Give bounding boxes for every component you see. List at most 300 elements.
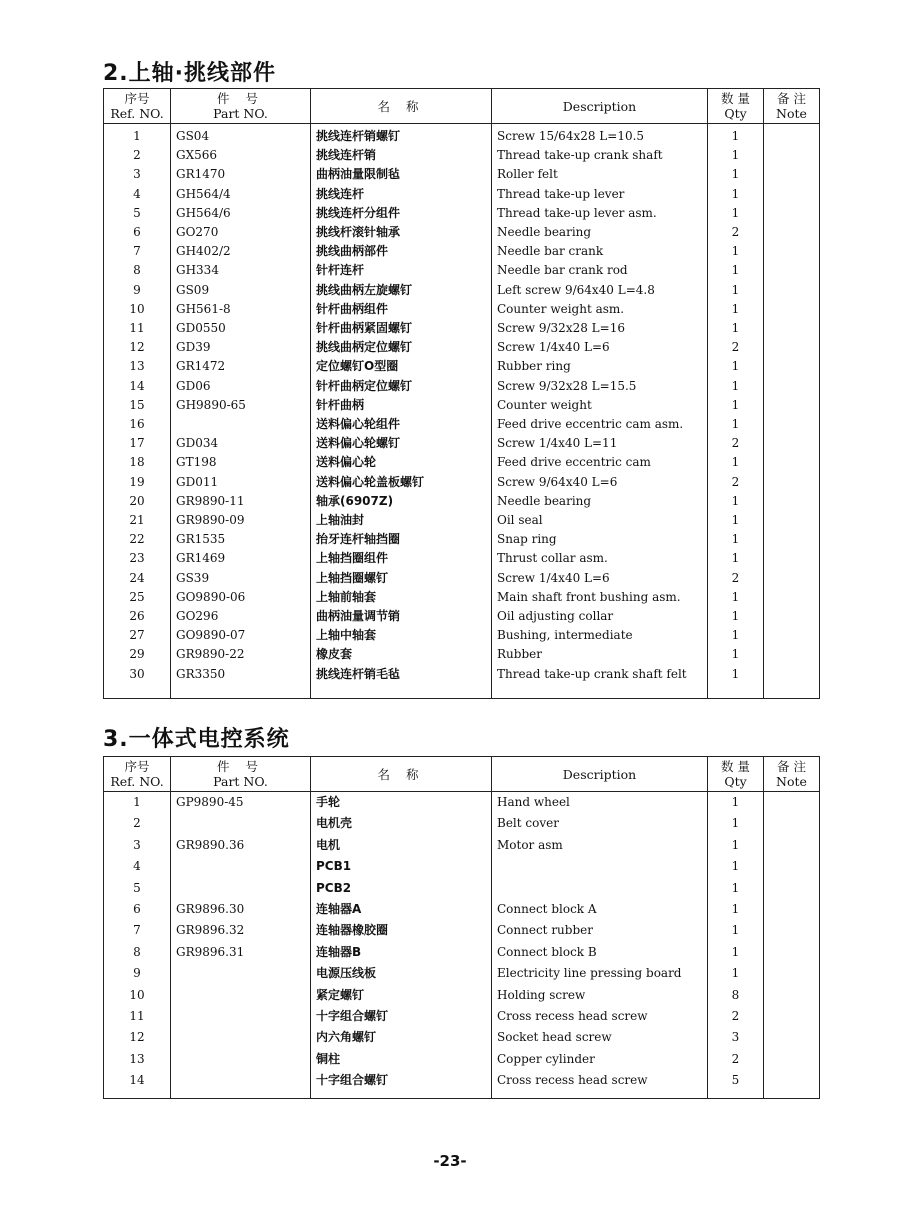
table-row [104, 1027, 820, 1048]
cell-name: 挑线连杆分组件 [311, 204, 492, 223]
cell-qty: 1 [708, 146, 764, 165]
cell-name: 针杆曲柄 [311, 396, 492, 415]
cell-name: 挑线曲柄部件 [311, 242, 492, 261]
table-row [104, 396, 820, 415]
table-row [104, 942, 820, 963]
cell-qty: 1 [708, 607, 764, 626]
cell-note [764, 473, 820, 492]
cell-part [171, 985, 311, 1006]
table-header-row [104, 89, 820, 124]
table-row [104, 856, 820, 877]
cell-note [764, 963, 820, 984]
filler-cell [311, 684, 492, 699]
cell-ref: 1 [104, 124, 171, 147]
table-row [104, 569, 820, 588]
cell-name: 橡皮套 [311, 645, 492, 664]
cell-note [764, 261, 820, 280]
cell-ref: 23 [104, 549, 171, 568]
cell-note [764, 645, 820, 664]
cell-name: 送料偏心轮盖板螺钉 [311, 473, 492, 492]
cell-note [764, 415, 820, 434]
cell-desc: Thread take-up crank shaft felt [492, 665, 708, 684]
table-row [104, 985, 820, 1006]
cell-name: 送料偏心轮组件 [311, 415, 492, 434]
cell-desc: Left screw 9/64x40 L=4.8 [492, 281, 708, 300]
cell-qty: 1 [708, 920, 764, 941]
table-row [104, 1006, 820, 1027]
table-row [104, 492, 820, 511]
cell-part: GH564/6 [171, 204, 311, 223]
cell-note [764, 665, 820, 684]
cell-part: GS04 [171, 124, 311, 147]
cell-part: GD39 [171, 338, 311, 357]
cell-note [764, 453, 820, 472]
cell-part: GR9896.31 [171, 942, 311, 963]
cell-qty: 2 [708, 338, 764, 357]
table-row [104, 607, 820, 626]
section-title-electric-control: 3.一体式电控系统 [103, 727, 290, 752]
cell-name: 连轴器橡胶圈 [311, 920, 492, 941]
cell-part: GH561-8 [171, 300, 311, 319]
cell-ref: 2 [104, 813, 171, 834]
cell-qty: 2 [708, 473, 764, 492]
cell-part: GR9890-09 [171, 511, 311, 530]
cell-note [764, 357, 820, 376]
table-row [104, 1070, 820, 1091]
cell-name: 电机壳 [311, 813, 492, 834]
cell-part: GD011 [171, 473, 311, 492]
header-note: 备 注 Note [764, 757, 820, 792]
filler-cell [311, 1092, 492, 1099]
cell-qty: 1 [708, 204, 764, 223]
cell-part: GO270 [171, 223, 311, 242]
table-row [104, 281, 820, 300]
cell-ref: 4 [104, 856, 171, 877]
cell-ref: 7 [104, 920, 171, 941]
cell-qty: 1 [708, 357, 764, 376]
cell-part: GR9896.32 [171, 920, 311, 941]
cell-desc: Connect block A [492, 899, 708, 920]
cell-name: 紧定螺钉 [311, 985, 492, 1006]
table-row [104, 204, 820, 223]
cell-note [764, 985, 820, 1006]
cell-desc: Main shaft front bushing asm. [492, 588, 708, 607]
cell-ref: 8 [104, 261, 171, 280]
cell-ref: 17 [104, 434, 171, 453]
cell-part: GR3350 [171, 665, 311, 684]
cell-name: 上轴中轴套 [311, 626, 492, 645]
table-row [104, 813, 820, 834]
cell-part: GR9890.36 [171, 835, 311, 856]
cell-ref: 10 [104, 985, 171, 1006]
table-row [104, 338, 820, 357]
cell-qty: 1 [708, 396, 764, 415]
cell-part: GO9890-07 [171, 626, 311, 645]
cell-note [764, 223, 820, 242]
cell-ref: 6 [104, 899, 171, 920]
cell-desc: Counter weight [492, 396, 708, 415]
filler-cell [104, 1092, 171, 1099]
cell-name: 十字组合螺钉 [311, 1006, 492, 1027]
table-row [104, 878, 820, 899]
cell-ref: 9 [104, 963, 171, 984]
cell-part: GR1535 [171, 530, 311, 549]
cell-part: GD0550 [171, 319, 311, 338]
filler-cell [708, 684, 764, 699]
header-name: 名 称 [311, 757, 492, 792]
cell-desc: Needle bearing [492, 492, 708, 511]
parts-table-upper-shaft [103, 88, 820, 699]
cell-desc: Screw 1/4x40 L=6 [492, 569, 708, 588]
cell-qty: 1 [708, 813, 764, 834]
table-filler-row [104, 1092, 820, 1099]
table-row [104, 261, 820, 280]
header-note: 备 注 Note [764, 89, 820, 124]
header-ref: 序号 Ref. NO. [104, 757, 171, 792]
cell-note [764, 1070, 820, 1091]
cell-qty: 1 [708, 588, 764, 607]
cell-part: GO9890-06 [171, 588, 311, 607]
cell-ref: 5 [104, 878, 171, 899]
cell-qty: 1 [708, 300, 764, 319]
filler-cell [492, 1092, 708, 1099]
cell-desc: Bushing, intermediate [492, 626, 708, 645]
cell-ref: 25 [104, 588, 171, 607]
cell-ref: 9 [104, 281, 171, 300]
cell-name: 挑线杆滚针轴承 [311, 223, 492, 242]
cell-name: PCB1 [311, 856, 492, 877]
cell-desc: Screw 1/4x40 L=11 [492, 434, 708, 453]
cell-name: 曲柄油量调节销 [311, 607, 492, 626]
cell-ref: 11 [104, 319, 171, 338]
cell-qty: 1 [708, 511, 764, 530]
cell-qty: 1 [708, 899, 764, 920]
cell-ref: 16 [104, 415, 171, 434]
cell-desc: Connect rubber [492, 920, 708, 941]
cell-note [764, 588, 820, 607]
cell-qty: 2 [708, 223, 764, 242]
cell-part: GR9896.30 [171, 899, 311, 920]
cell-qty: 1 [708, 530, 764, 549]
filler-cell [171, 1092, 311, 1099]
cell-desc: Rubber ring [492, 357, 708, 376]
cell-desc: Needle bar crank rod [492, 261, 708, 280]
cell-desc: Roller felt [492, 165, 708, 184]
parts-table-body [104, 124, 820, 699]
cell-ref: 4 [104, 185, 171, 204]
cell-part: GD06 [171, 377, 311, 396]
cell-note [764, 878, 820, 899]
cell-ref: 26 [104, 607, 171, 626]
cell-name: 抬牙连杆轴挡圈 [311, 530, 492, 549]
section-title-upper-shaft: 2.上轴·挑线部件 [103, 61, 277, 86]
cell-part: GH402/2 [171, 242, 311, 261]
header-description: Description [492, 89, 708, 124]
header-name: 名 称 [311, 89, 492, 124]
cell-name: 轴承(6907Z) [311, 492, 492, 511]
cell-name: 电机 [311, 835, 492, 856]
cell-part [171, 1070, 311, 1091]
cell-ref: 5 [104, 204, 171, 223]
cell-name: 挑线连杆销毛毡 [311, 665, 492, 684]
cell-note [764, 300, 820, 319]
cell-name: 挑线连杆销 [311, 146, 492, 165]
cell-desc: Screw 1/4x40 L=6 [492, 338, 708, 357]
cell-desc: Cross recess head screw [492, 1006, 708, 1027]
cell-desc: Connect block B [492, 942, 708, 963]
cell-note [764, 185, 820, 204]
cell-desc: Socket head screw [492, 1027, 708, 1048]
cell-note [764, 281, 820, 300]
table-row [104, 319, 820, 338]
cell-desc: Oil seal [492, 511, 708, 530]
cell-part: GH334 [171, 261, 311, 280]
cell-ref: 27 [104, 626, 171, 645]
cell-qty: 1 [708, 319, 764, 338]
cell-desc: Belt cover [492, 813, 708, 834]
table-row [104, 124, 820, 147]
cell-name: 针杆曲柄定位螺钉 [311, 377, 492, 396]
filler-cell [492, 684, 708, 699]
table-row [104, 1049, 820, 1070]
parts-table-electric-control [103, 756, 820, 1099]
cell-note [764, 1027, 820, 1048]
table-filler-row [104, 684, 820, 699]
cell-note [764, 626, 820, 645]
cell-ref: 10 [104, 300, 171, 319]
table-row [104, 473, 820, 492]
cell-qty: 2 [708, 1049, 764, 1070]
cell-note [764, 813, 820, 834]
cell-name: 针杆连杆 [311, 261, 492, 280]
cell-part [171, 878, 311, 899]
header-part: 件 号 Part NO. [171, 89, 311, 124]
cell-name: 挑线曲柄左旋螺钉 [311, 281, 492, 300]
cell-ref: 14 [104, 1070, 171, 1091]
filler-cell [764, 1092, 820, 1099]
cell-desc: Screw 9/32x28 L=15.5 [492, 377, 708, 396]
cell-qty: 1 [708, 942, 764, 963]
cell-ref: 12 [104, 1027, 171, 1048]
cell-part [171, 1027, 311, 1048]
cell-desc: Screw 15/64x28 L=10.5 [492, 124, 708, 147]
cell-name: 挑线连杆销螺钉 [311, 124, 492, 147]
cell-part: GP9890-45 [171, 792, 311, 814]
cell-name: 上轴挡圈组件 [311, 549, 492, 568]
cell-part [171, 813, 311, 834]
cell-note [764, 792, 820, 814]
cell-note [764, 511, 820, 530]
cell-desc: Cross recess head screw [492, 1070, 708, 1091]
cell-qty: 2 [708, 434, 764, 453]
cell-part [171, 1006, 311, 1027]
cell-desc: Needle bar crank [492, 242, 708, 261]
cell-ref: 14 [104, 377, 171, 396]
parts-table-body [104, 792, 820, 1099]
cell-part: GR9890-22 [171, 645, 311, 664]
cell-qty: 2 [708, 1006, 764, 1027]
cell-desc: Thread take-up lever asm. [492, 204, 708, 223]
cell-part: GH564/4 [171, 185, 311, 204]
cell-desc: Screw 9/32x28 L=16 [492, 319, 708, 338]
cell-ref: 6 [104, 223, 171, 242]
cell-qty: 1 [708, 665, 764, 684]
cell-qty: 1 [708, 377, 764, 396]
header-description: Description [492, 757, 708, 792]
cell-name: 挑线曲柄定位螺钉 [311, 338, 492, 357]
cell-note [764, 242, 820, 261]
table-row [104, 300, 820, 319]
cell-note [764, 569, 820, 588]
cell-desc: Thrust collar asm. [492, 549, 708, 568]
cell-ref: 18 [104, 453, 171, 472]
cell-desc: Copper cylinder [492, 1049, 708, 1070]
cell-ref: 22 [104, 530, 171, 549]
table-row [104, 185, 820, 204]
cell-part [171, 1049, 311, 1070]
cell-ref: 12 [104, 338, 171, 357]
cell-qty: 3 [708, 1027, 764, 1048]
table-row [104, 530, 820, 549]
table-row [104, 963, 820, 984]
cell-qty: 1 [708, 242, 764, 261]
page-number: -23- [433, 1152, 467, 1170]
cell-qty: 1 [708, 835, 764, 856]
cell-name: 针杆曲柄紧固螺钉 [311, 319, 492, 338]
cell-desc: Electricity line pressing board [492, 963, 708, 984]
cell-qty: 1 [708, 856, 764, 877]
cell-desc: Thread take-up lever [492, 185, 708, 204]
cell-note [764, 338, 820, 357]
table-row [104, 242, 820, 261]
cell-qty: 1 [708, 165, 764, 184]
header-part: 件 号 Part NO. [171, 757, 311, 792]
cell-name: 针杆曲柄组件 [311, 300, 492, 319]
cell-name: 内六角螺钉 [311, 1027, 492, 1048]
cell-note [764, 942, 820, 963]
cell-name: 手轮 [311, 792, 492, 814]
cell-note [764, 835, 820, 856]
cell-note [764, 396, 820, 415]
cell-qty: 1 [708, 453, 764, 472]
cell-ref: 11 [104, 1006, 171, 1027]
cell-note [764, 319, 820, 338]
cell-qty: 1 [708, 261, 764, 280]
cell-desc: Needle bearing [492, 223, 708, 242]
cell-ref: 20 [104, 492, 171, 511]
header-ref: 序号 Ref. NO. [104, 89, 171, 124]
cell-note [764, 607, 820, 626]
cell-desc: Feed drive eccentric cam asm. [492, 415, 708, 434]
cell-name: 挑线连杆 [311, 185, 492, 204]
cell-part: GH9890-65 [171, 396, 311, 415]
cell-name: 连轴器A [311, 899, 492, 920]
cell-desc: Snap ring [492, 530, 708, 549]
table-row [104, 792, 820, 814]
cell-qty: 1 [708, 124, 764, 147]
cell-name: PCB2 [311, 878, 492, 899]
cell-desc: Counter weight asm. [492, 300, 708, 319]
cell-ref: 2 [104, 146, 171, 165]
cell-qty: 1 [708, 185, 764, 204]
cell-ref: 21 [104, 511, 171, 530]
table-row [104, 665, 820, 684]
table-row [104, 511, 820, 530]
table-row [104, 549, 820, 568]
table-row [104, 377, 820, 396]
cell-note [764, 146, 820, 165]
cell-part [171, 856, 311, 877]
cell-desc [492, 856, 708, 877]
cell-part [171, 963, 311, 984]
cell-note [764, 1049, 820, 1070]
cell-desc: Rubber [492, 645, 708, 664]
cell-ref: 19 [104, 473, 171, 492]
cell-note [764, 165, 820, 184]
table-row [104, 357, 820, 376]
cell-note [764, 920, 820, 941]
header-qty: 数 量 Qty [708, 757, 764, 792]
cell-desc: Hand wheel [492, 792, 708, 814]
cell-ref: 15 [104, 396, 171, 415]
cell-ref: 24 [104, 569, 171, 588]
cell-name: 十字组合螺钉 [311, 1070, 492, 1091]
cell-part: GR1469 [171, 549, 311, 568]
cell-qty: 5 [708, 1070, 764, 1091]
cell-qty: 1 [708, 878, 764, 899]
table-row [104, 453, 820, 472]
cell-part: GS39 [171, 569, 311, 588]
cell-desc: Motor asm [492, 835, 708, 856]
cell-qty: 1 [708, 281, 764, 300]
cell-part: GR9890-11 [171, 492, 311, 511]
cell-note [764, 377, 820, 396]
cell-note [764, 530, 820, 549]
cell-note [764, 899, 820, 920]
cell-name: 上轴油封 [311, 511, 492, 530]
table-row [104, 415, 820, 434]
cell-name: 连轴器B [311, 942, 492, 963]
cell-ref: 8 [104, 942, 171, 963]
cell-note [764, 204, 820, 223]
cell-desc: Feed drive eccentric cam [492, 453, 708, 472]
cell-note [764, 492, 820, 511]
cell-name: 铜柱 [311, 1049, 492, 1070]
table-row [104, 645, 820, 664]
cell-ref: 13 [104, 357, 171, 376]
table-row [104, 588, 820, 607]
cell-qty: 1 [708, 626, 764, 645]
header-qty: 数 量 Qty [708, 89, 764, 124]
cell-note [764, 856, 820, 877]
cell-qty: 1 [708, 963, 764, 984]
cell-qty: 1 [708, 415, 764, 434]
cell-note [764, 434, 820, 453]
filler-cell [708, 1092, 764, 1099]
cell-note [764, 549, 820, 568]
cell-desc: Holding screw [492, 985, 708, 1006]
cell-part: GR1472 [171, 357, 311, 376]
cell-qty: 1 [708, 792, 764, 814]
cell-part: GT198 [171, 453, 311, 472]
table-row [104, 835, 820, 856]
filler-cell [104, 684, 171, 699]
cell-ref: 3 [104, 835, 171, 856]
cell-part [171, 415, 311, 434]
cell-ref: 3 [104, 165, 171, 184]
table-row [104, 165, 820, 184]
cell-part: GD034 [171, 434, 311, 453]
